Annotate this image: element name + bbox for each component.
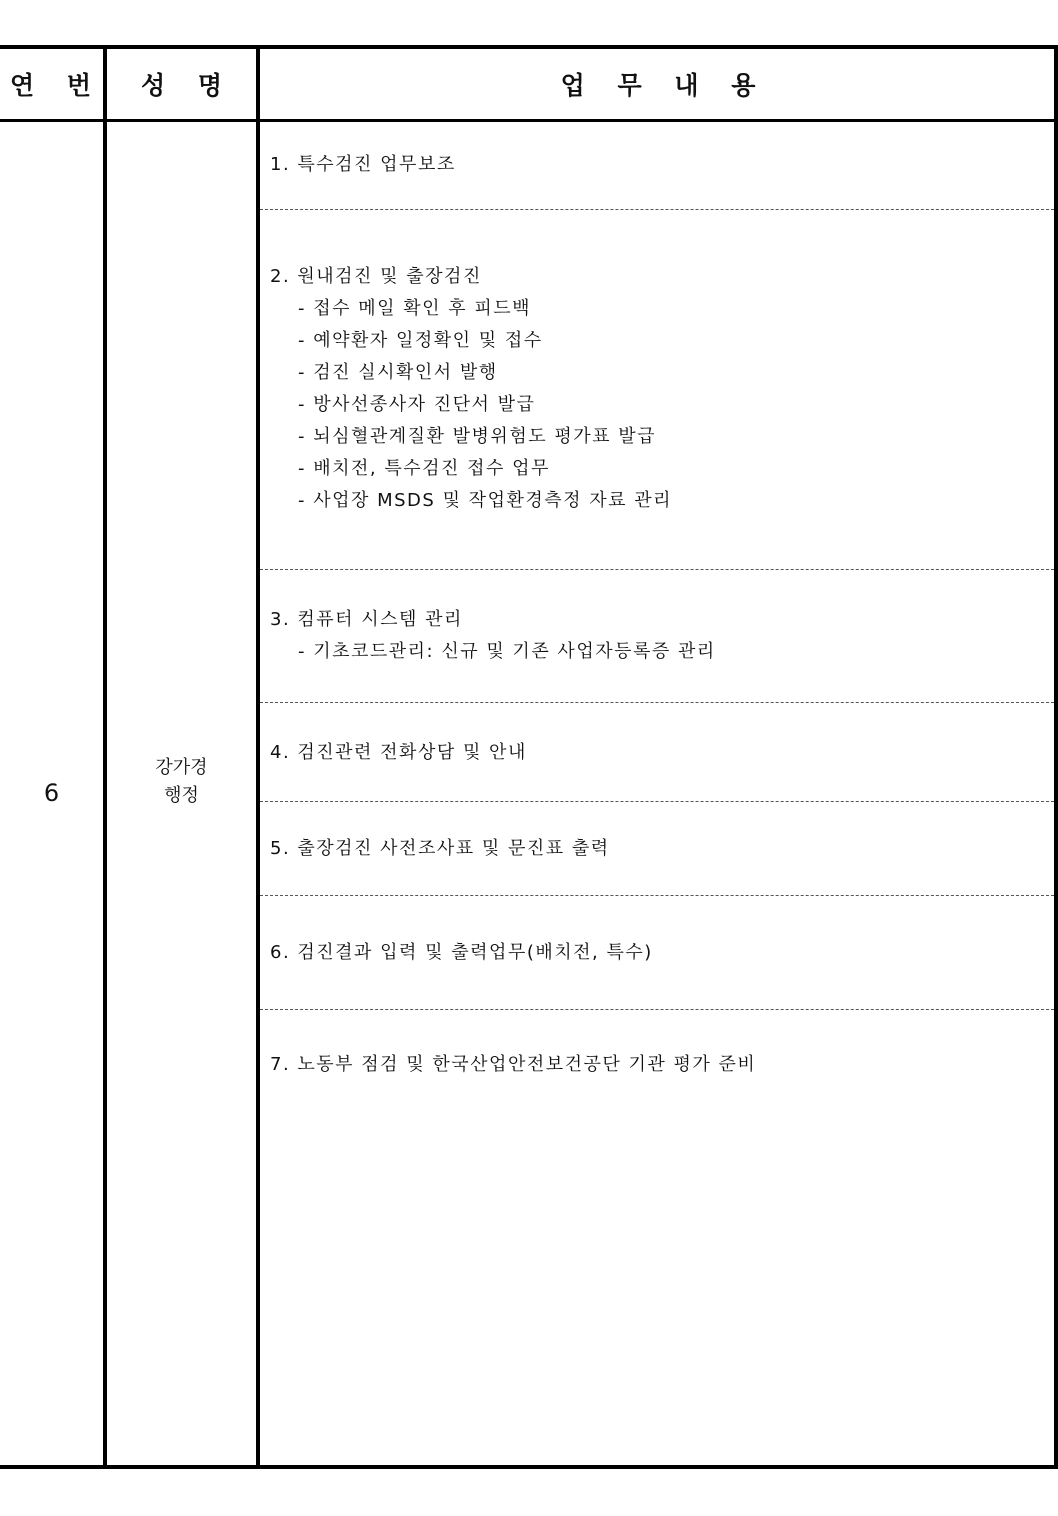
duty-item xyxy=(270,937,653,969)
duty-item xyxy=(270,261,672,517)
duty-sub: - 예약환자 일정확인 및 접수 xyxy=(298,330,543,351)
duty-sub: - 접수 메일 확인 후 피드백 xyxy=(298,298,531,319)
duty-sub: - 기초코드관리: 신규 및 기존 사업자등록증 관리 xyxy=(298,641,716,662)
dashed-divider xyxy=(260,895,1054,896)
header-divider xyxy=(0,119,1058,122)
duty-title: 7. 노동부 점검 및 한국산업안전보건공단 기관 평가 준비 xyxy=(270,1054,757,1075)
row-name-line1: 강가경 xyxy=(155,757,208,778)
column-divider xyxy=(1054,49,1058,1465)
dashed-divider xyxy=(260,801,1054,802)
dashed-divider xyxy=(260,569,1054,570)
duty-title: 6. 검진결과 입력 및 출력업무(배치전, 특수) xyxy=(270,942,653,963)
row-name xyxy=(107,754,256,810)
duty-sub: - 사업장 MSDS 및 작업환경측정 자료 관리 xyxy=(298,490,672,511)
duty-item xyxy=(270,737,527,769)
duty-sub: - 뇌심혈관계질환 발병위험도 평가표 발급 xyxy=(298,426,656,447)
duty-item xyxy=(270,604,716,668)
header-duty: 업 무 내 용 xyxy=(560,71,768,100)
duty-sub: - 방사선종사자 진단서 발급 xyxy=(298,394,536,415)
column-divider xyxy=(256,49,260,1465)
duty-sub: - 배치전, 특수검진 접수 업무 xyxy=(298,458,550,479)
duty-title: 4. 검진관련 전화상담 및 안내 xyxy=(270,742,527,763)
header-no: 연 번 xyxy=(10,71,104,100)
dashed-divider xyxy=(260,209,1054,210)
duty-item xyxy=(270,833,610,865)
row-number: 6 xyxy=(43,779,60,807)
duty-sub: - 검진 실시확인서 발행 xyxy=(298,362,498,383)
duty-item xyxy=(270,149,456,181)
dashed-divider xyxy=(260,1009,1054,1010)
duty-title: 5. 출장검진 사전조사표 및 문진표 출력 xyxy=(270,838,610,859)
duty-item xyxy=(270,1049,756,1081)
duty-title: 3. 컴퓨터 시스템 관리 xyxy=(270,609,463,630)
row-name-line2: 행정 xyxy=(164,785,199,806)
duty-title: 1. 특수검진 업무보조 xyxy=(270,154,456,175)
dashed-divider xyxy=(260,702,1054,703)
duty-table xyxy=(0,45,1058,1469)
duty-title: 2. 원내검진 및 출장검진 xyxy=(270,266,482,287)
header-name: 성 명 xyxy=(140,71,234,100)
